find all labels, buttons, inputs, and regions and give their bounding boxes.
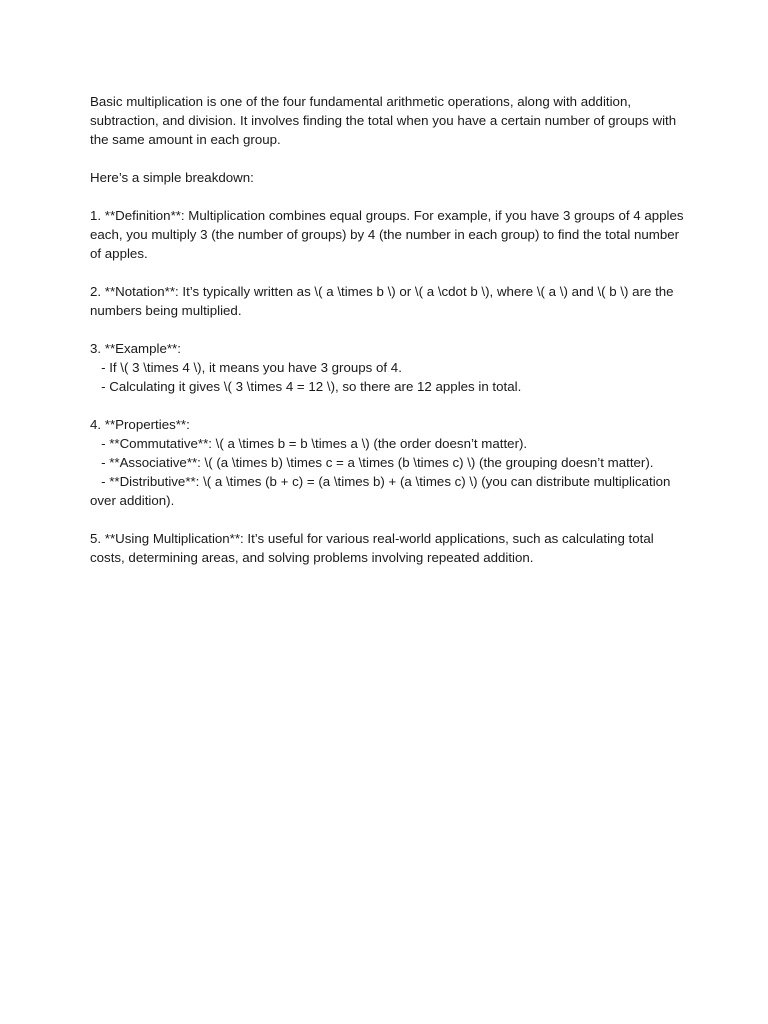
example-line: - Calculating it gives \( 3 \times 4 = 12 \), so there are 12 apples in total.: [90, 379, 522, 394]
properties-item: [90, 415, 690, 510]
intro-paragraph: Basic multiplication is one of the four fundamental arithmetic operations, along with addition, subtraction, and division. It involves finding the total when you have a certain number of groups with the same amount in each group.: [90, 94, 680, 147]
definition-item: 1. **Definition**: Multiplication combines equal groups. For example, if you have 3 groups of 4 apples each, you multiply 3 (the number of groups) by 4 (the number in each group) to find the total number of apples.: [90, 208, 688, 261]
property-commutative: - **Commutative**: \( a \times b = b \times a \) (the order doesn’t matter).: [90, 436, 528, 451]
document-body: [90, 92, 690, 586]
example-item: [90, 339, 690, 396]
properties-heading: 4. **Properties**:: [90, 417, 190, 432]
notation-item: 2. **Notation**: It’s typically written as \( a \times b \) or \( a \cdot b \), where \( a \) and \( b \) are the numbers being multiplied.: [90, 284, 678, 318]
example-line: - If \( 3 \times 4 \), it means you have 3 groups of 4.: [90, 360, 402, 375]
property-distributive: - **Distributive**: \( a \times (b + c) = (a \times b) + (a \times c) \) (you can distribute multiplication over addition).: [90, 474, 675, 508]
example-heading: 3. **Example**:: [90, 341, 181, 356]
breakdown-heading: Here’s a simple breakdown:: [90, 170, 254, 185]
using-multiplication-item: 5. **Using Multiplication**: It’s useful for various real-world applications, such as calculating total costs, determining areas, and solving problems involving repeated addition.: [90, 531, 658, 565]
property-associative: - **Associative**: \( (a \times b) \times c = a \times (b \times c) \) (the grouping doesn’t matter).: [90, 455, 654, 470]
